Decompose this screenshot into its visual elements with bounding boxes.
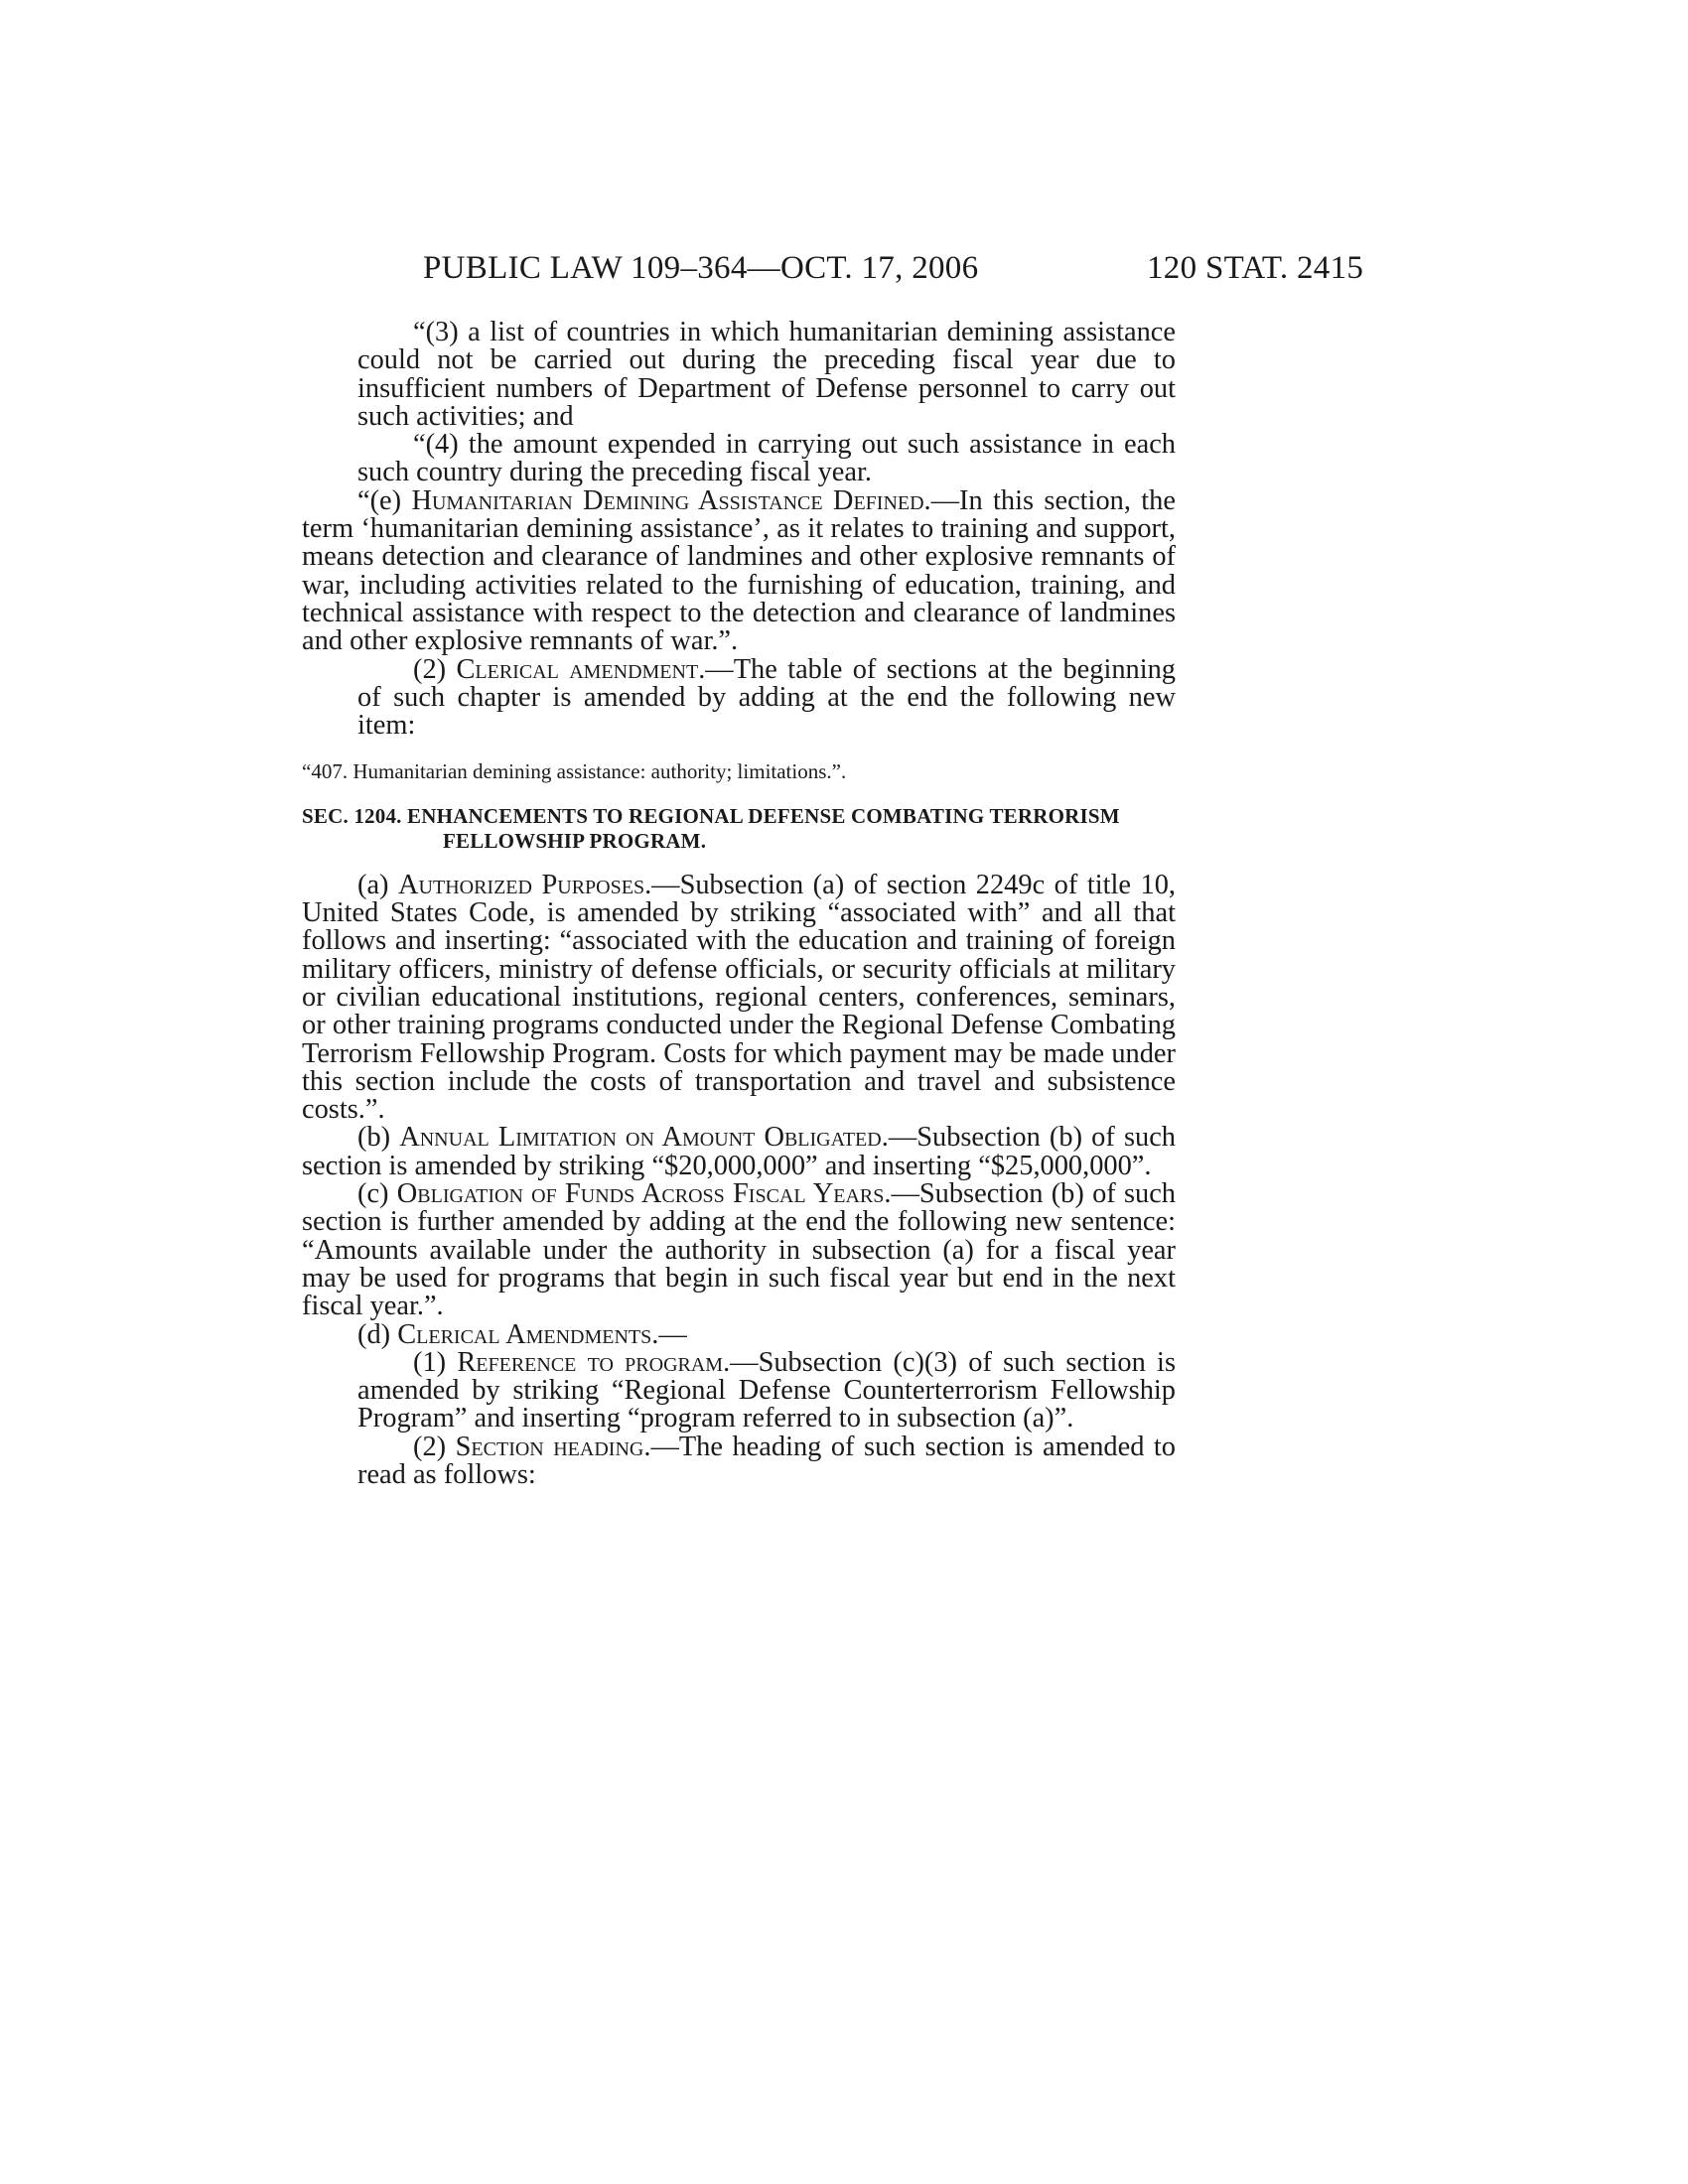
subsection-a: (a) Authorized Purposes.—Subsection (a) of section 2249c of title 10, United States Code, is amended by striking “associated with” and all that follows and inserting: “associated with the education and training of foreign military officers, ministry of defense officials, or security officials at military or civilian educational institutions, regional centers, conferences, seminars, or other training programs conducted under the Regional Defense Combating Terrorism Fellowship Program. Costs for which payment may be made under this section include the costs of transportation and travel and subsistence costs.”. <box>302 869 1176 1126</box>
paragraph-4: “(4) the amount expended in carrying out such assistance in each such country during the preceding fiscal year. <box>357 429 1176 488</box>
subsection-b: (b) Annual Limitation on Amount Obligated.—Subsection (b) of such section is amended by striking “$20,000,000” and inserting “$25,000,000”. <box>302 1122 1176 1181</box>
paragraph-d2-heading: Section heading <box>455 1431 644 1462</box>
paragraph-d2: (2) Section heading.—The heading of such section is amended to read as follows: <box>357 1431 1177 1490</box>
clerical-amendment-heading: Clerical amendment <box>456 653 699 685</box>
stat-page-number: 120 STAT. 2415 <box>1147 250 1364 286</box>
subsection-d-heading: Clerical Amendments <box>397 1318 652 1350</box>
subsection-a-heading: Authorized Purposes <box>398 869 645 900</box>
subsection-e-heading: Humanitarian Demining Assistance Defined <box>411 484 924 516</box>
paragraph-d1-heading: Reference to program <box>457 1346 724 1378</box>
subsection-b-heading: Annual Limitation on Amount Obligated <box>399 1122 882 1154</box>
clerical-amendment: (2) Clerical amendment.—The table of sections at the beginning of such chapter is amended by adding at the end the following new item: <box>357 653 1176 742</box>
table-of-sections-item: “407. Humanitarian demining assistance: authority; limitations.”. <box>302 759 847 784</box>
subsection-c-heading: Obligation of Funds Across Fiscal Years <box>396 1178 885 1210</box>
running-head: PUBLIC LAW 109–364—OCT. 17, 2006 <box>423 250 979 286</box>
section-heading: SEC. 1204. ENHANCEMENTS TO REGIONAL DEFENSE COMBATING TERRORISM FELLOWSHIP PROGRAM. <box>302 803 1120 853</box>
paragraph-3: “(3) a list of countries in which humanitarian demining assistance could not be carried out during the preceding fiscal year due to insufficient numbers of Department of Defense personnel to carry out such activities; and <box>357 317 1176 432</box>
document-body <box>302 319 1176 1489</box>
subsection-c: (c) Obligation of Funds Across Fiscal Years.—Subsection (b) of such section is further amended by adding at the end the following new sentence: “Amounts available under the authority in subsection (a) for a fiscal year may be used for programs that begin in such fiscal year but end in the next fiscal year.”. <box>302 1178 1176 1322</box>
subsection-e: “(e) Humanitarian Demining Assistance Defined.—In this section, the term ‘humanitarian demining assistance’, as it relates to training and support, means detection and clearance of landmines and other explosive remnants of war, including activities related to the furnishing of education, training, and technical assistance with respect to the detection and clearance of landmines and other explosive remnants of war.”. <box>302 484 1176 657</box>
subsection-d: (d) Clerical Amendments.— <box>357 1318 687 1350</box>
paragraph-d1: (1) Reference to program.—Subsection (c)(3) of such section is amended by striking “Regional Defense Counterterrorism Fellowship Program” and inserting “program referred to in subsection (a)”. <box>357 1346 1176 1434</box>
